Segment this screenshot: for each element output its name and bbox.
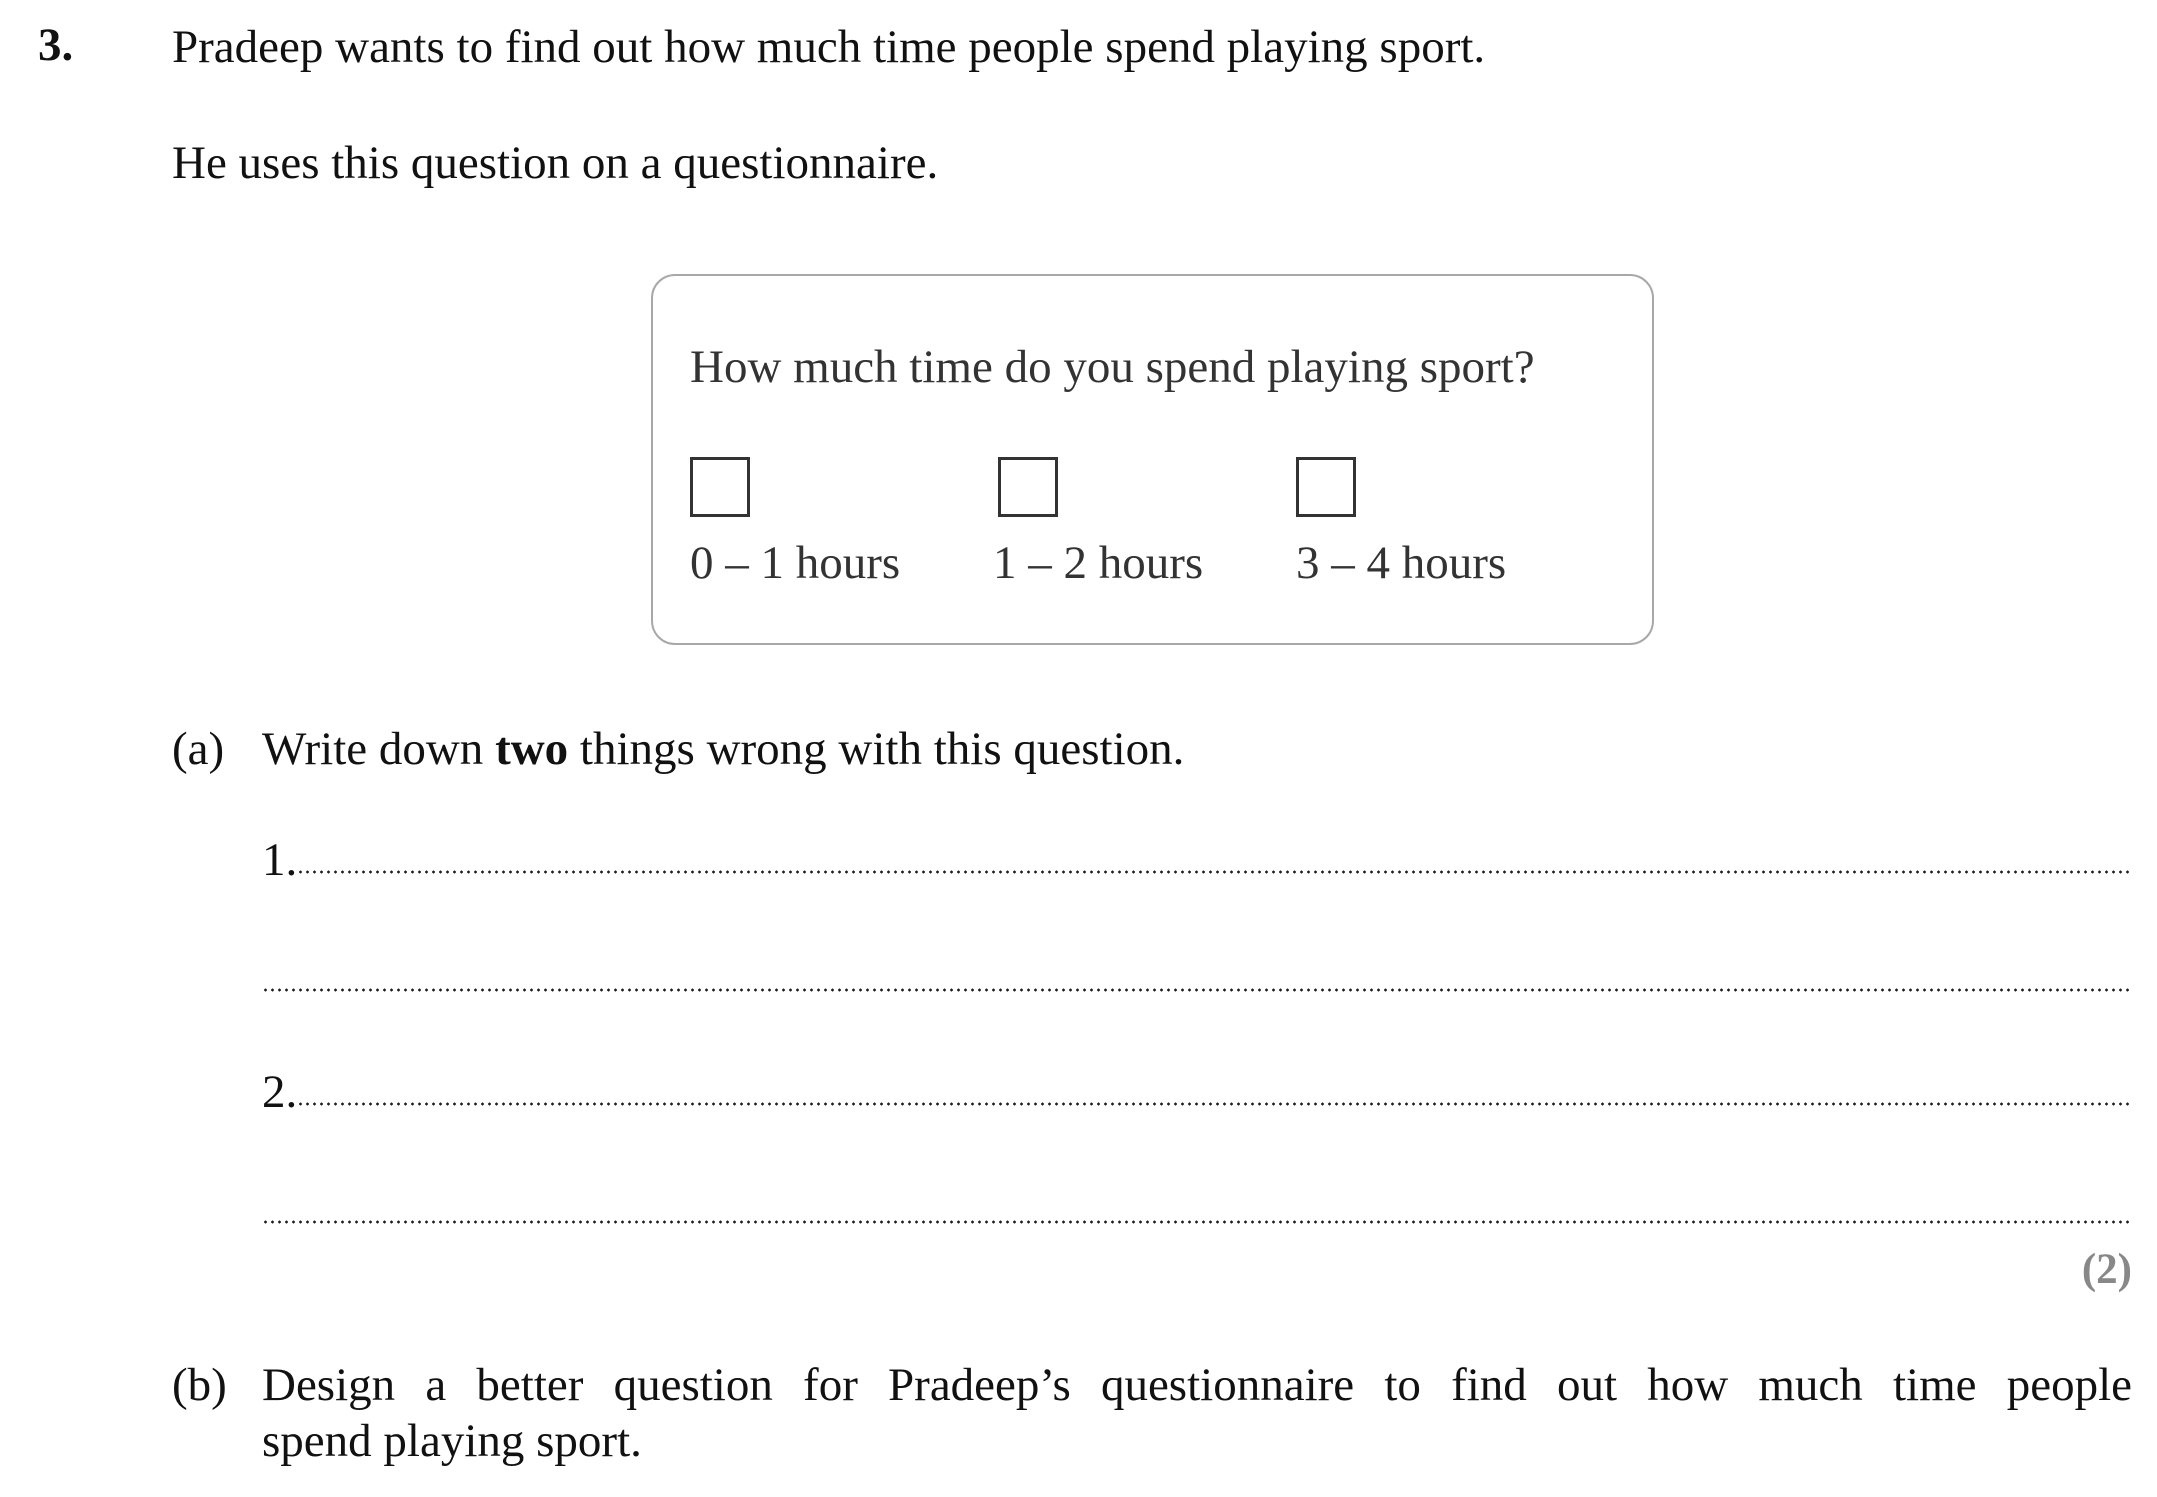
dotted-line (297, 1102, 2132, 1106)
part-a-instruction (262, 722, 1184, 776)
option-checkbox-1[interactable] (690, 457, 750, 517)
intro-line-2: He uses this question on a questionnaire. (172, 137, 939, 189)
questionnaire-prompt: How much time do you spend playing sport? (690, 341, 1535, 393)
intro-line-1: Pradeep wants to find out how much time people spend playing sport. (172, 21, 1486, 73)
answer-line-1-continued[interactable] (262, 958, 2132, 998)
dotted-line (297, 870, 2132, 874)
part-a-text-start: Write down (262, 723, 496, 775)
dotted-line (262, 1220, 2132, 1224)
questionnaire-box (651, 274, 1654, 645)
answer-number-2: 2. (262, 1066, 298, 1118)
answer-line-2[interactable] (262, 1066, 2132, 1118)
option-label-2: 1 – 2 hours (993, 537, 1204, 589)
part-b-label: (b) (172, 1359, 227, 1411)
part-a-text-bold: two (495, 723, 569, 775)
answer-line-2-continued[interactable] (262, 1190, 2132, 1230)
dotted-line (262, 988, 2132, 992)
option-label-1: 0 – 1 hours (690, 537, 901, 589)
part-a-label: (a) (172, 723, 225, 775)
part-b-text-line-2: spend playing sport. (262, 1415, 642, 1467)
question-number: 3. (38, 19, 74, 71)
marks-indicator: (2) (2081, 1246, 2132, 1293)
part-b-text-line-1: Design a better question for Pradeep’s questionnaire to find out how much time people (262, 1359, 2132, 1411)
option-checkbox-3[interactable] (1296, 457, 1356, 517)
answer-line-1[interactable] (262, 834, 2132, 886)
part-a-text-end: things wrong with this question. (568, 723, 1185, 775)
option-checkbox-2[interactable] (998, 457, 1058, 517)
answer-number-1: 1. (262, 834, 298, 886)
option-label-3: 3 – 4 hours (1296, 537, 1507, 589)
